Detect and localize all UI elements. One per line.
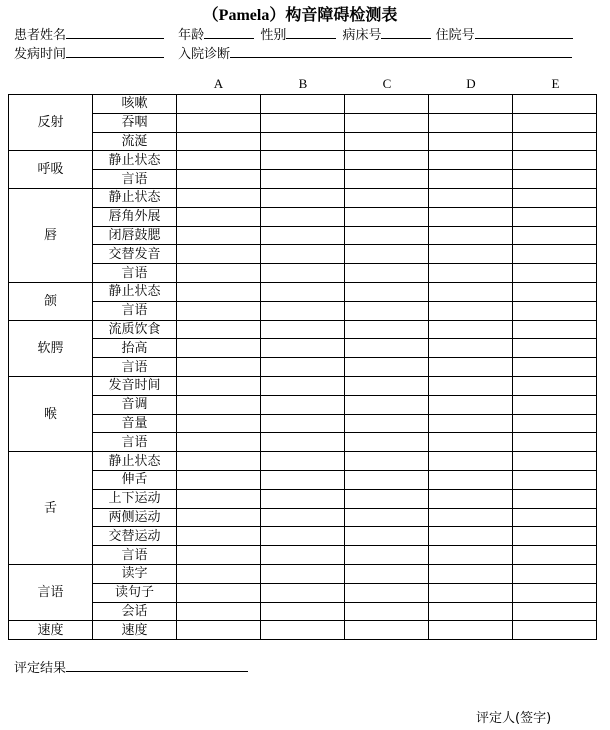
score-cell-c[interactable] — [345, 527, 429, 546]
score-cell-d[interactable] — [429, 621, 513, 640]
score-cell-c[interactable] — [345, 376, 429, 395]
item-cell: 言语 — [93, 433, 177, 452]
score-cell-b[interactable] — [261, 583, 345, 602]
item-cell: 言语 — [93, 170, 177, 189]
score-cell-c[interactable] — [345, 188, 429, 207]
bed-number-field[interactable] — [342, 24, 431, 43]
score-cell-e[interactable] — [513, 621, 597, 640]
table-row — [9, 621, 597, 640]
score-cell-d[interactable] — [429, 264, 513, 283]
assessment-table — [8, 94, 597, 640]
title-text: （Pamela）构音障碍检测表 — [202, 7, 398, 24]
assessor-signature: 评定人(签字) — [476, 711, 552, 726]
item-cell: 读句子 — [93, 583, 177, 602]
score-cell-d[interactable] — [429, 583, 513, 602]
score-cell-e[interactable] — [513, 489, 597, 508]
table-row — [9, 414, 597, 433]
score-cell-a[interactable] — [177, 170, 261, 189]
score-cell-d[interactable] — [429, 95, 513, 114]
table-row — [9, 264, 597, 283]
score-cell-d[interactable] — [429, 489, 513, 508]
score-cell-d[interactable] — [429, 151, 513, 170]
table-row — [9, 132, 597, 151]
score-cell-d[interactable] — [429, 546, 513, 565]
score-cell-d[interactable] — [429, 113, 513, 132]
score-cell-e[interactable] — [513, 395, 597, 414]
result-label: 评定结果 — [14, 661, 67, 676]
score-cell-a[interactable] — [177, 282, 261, 301]
score-cell-a[interactable] — [177, 414, 261, 433]
score-cell-d[interactable] — [429, 433, 513, 452]
score-cell-d[interactable] — [429, 320, 513, 339]
score-cell-d[interactable] — [429, 452, 513, 471]
category-cell: 舌 — [9, 452, 93, 565]
score-cell-d[interactable] — [429, 358, 513, 377]
score-cell-d[interactable] — [429, 470, 513, 489]
score-cell-d[interactable] — [429, 376, 513, 395]
score-cell-e[interactable] — [513, 151, 597, 170]
score-cell-c[interactable] — [345, 470, 429, 489]
score-cell-b[interactable] — [261, 452, 345, 471]
score-cell-e[interactable] — [513, 527, 597, 546]
score-cell-b[interactable] — [261, 564, 345, 583]
score-cell-e[interactable] — [513, 414, 597, 433]
score-cell-a[interactable] — [177, 452, 261, 471]
score-cell-a[interactable] — [177, 470, 261, 489]
score-cell-a[interactable] — [177, 320, 261, 339]
score-cell-b[interactable] — [261, 151, 345, 170]
table-row — [9, 452, 597, 471]
category-cell: 软腭 — [9, 320, 93, 376]
score-cell-c[interactable] — [345, 339, 429, 358]
score-cell-e[interactable] — [513, 113, 597, 132]
column-header-e: E — [551, 76, 560, 91]
score-cell-a[interactable] — [177, 583, 261, 602]
score-cell-a[interactable] — [177, 395, 261, 414]
score-cell-e[interactable] — [513, 508, 597, 527]
score-cell-b[interactable] — [261, 433, 345, 452]
admission-diagnosis-field[interactable] — [178, 43, 572, 62]
bed-number-blank[interactable] — [381, 26, 431, 39]
score-cell-a[interactable] — [177, 301, 261, 320]
score-cell-b[interactable] — [261, 527, 345, 546]
item-cell: 言语 — [93, 546, 177, 565]
score-cell-d[interactable] — [429, 508, 513, 527]
sex-blank[interactable] — [286, 26, 336, 39]
score-cell-c[interactable] — [345, 433, 429, 452]
score-cell-b[interactable] — [261, 245, 345, 264]
score-cell-d[interactable] — [429, 245, 513, 264]
item-cell: 速度 — [93, 621, 177, 640]
item-cell: 吞咽 — [93, 113, 177, 132]
score-cell-e[interactable] — [513, 583, 597, 602]
score-cell-b[interactable] — [261, 132, 345, 151]
patient-name-label: 患者姓名 — [14, 28, 67, 43]
age-blank[interactable] — [204, 26, 254, 39]
category-cell: 言语 — [9, 564, 93, 620]
score-cell-c[interactable] — [345, 452, 429, 471]
item-cell: 闭唇鼓腮 — [93, 226, 177, 245]
score-cell-c[interactable] — [345, 282, 429, 301]
score-cell-b[interactable] — [261, 188, 345, 207]
onset-time-blank[interactable] — [66, 45, 164, 58]
table-row — [9, 433, 597, 452]
score-cell-a[interactable] — [177, 245, 261, 264]
score-cell-e[interactable] — [513, 170, 597, 189]
score-cell-e[interactable] — [513, 282, 597, 301]
table-row — [9, 489, 597, 508]
score-cell-b[interactable] — [261, 320, 345, 339]
table-row — [9, 301, 597, 320]
item-cell: 抬高 — [93, 339, 177, 358]
score-cell-b[interactable] — [261, 170, 345, 189]
admission-number-label: 住院号 — [435, 28, 475, 43]
score-cell-c[interactable] — [345, 508, 429, 527]
score-cell-e[interactable] — [513, 132, 597, 151]
table-row — [9, 508, 597, 527]
score-cell-e[interactable] — [513, 564, 597, 583]
item-cell: 两侧运动 — [93, 508, 177, 527]
column-header-d: D — [466, 76, 476, 91]
table-row — [9, 320, 597, 339]
score-cell-c[interactable] — [345, 245, 429, 264]
table-row — [9, 546, 597, 565]
category-cell: 呼吸 — [9, 151, 93, 189]
score-cell-e[interactable] — [513, 358, 597, 377]
score-cell-d[interactable] — [429, 395, 513, 414]
score-cell-a[interactable] — [177, 376, 261, 395]
score-cell-b[interactable] — [261, 414, 345, 433]
category-cell: 反射 — [9, 95, 93, 151]
score-cell-c[interactable] — [345, 621, 429, 640]
item-cell: 静止状态 — [93, 452, 177, 471]
item-cell: 流涎 — [93, 132, 177, 151]
table-row — [9, 602, 597, 621]
item-cell: 静止状态 — [93, 282, 177, 301]
score-cell-a[interactable] — [177, 621, 261, 640]
item-cell: 音调 — [93, 395, 177, 414]
score-cell-e[interactable] — [513, 95, 597, 114]
table-row — [9, 583, 597, 602]
score-cell-e[interactable] — [513, 320, 597, 339]
score-cell-a[interactable] — [177, 527, 261, 546]
item-cell: 伸舌 — [93, 470, 177, 489]
score-cell-a[interactable] — [177, 433, 261, 452]
score-cell-a[interactable] — [177, 188, 261, 207]
item-cell: 交替运动 — [93, 527, 177, 546]
score-cell-b[interactable] — [261, 489, 345, 508]
bed-number-label: 病床号 — [342, 28, 382, 43]
score-cell-b[interactable] — [261, 546, 345, 565]
admission-number-field[interactable] — [436, 24, 573, 43]
table-row — [9, 527, 597, 546]
score-cell-d[interactable] — [429, 188, 513, 207]
score-cell-c[interactable] — [345, 414, 429, 433]
header-row-2 — [14, 43, 572, 62]
score-cell-b[interactable] — [261, 282, 345, 301]
score-cell-b[interactable] — [261, 376, 345, 395]
score-cell-a[interactable] — [177, 358, 261, 377]
category-cell: 唇 — [9, 188, 93, 282]
score-cell-b[interactable] — [261, 602, 345, 621]
score-cell-b[interactable] — [261, 95, 345, 114]
table-row — [9, 113, 597, 132]
item-cell: 静止状态 — [93, 188, 177, 207]
score-cell-b[interactable] — [261, 621, 345, 640]
item-cell: 言语 — [93, 264, 177, 283]
category-cell: 喉 — [9, 376, 93, 451]
table-row — [9, 564, 597, 583]
score-cell-a[interactable] — [177, 508, 261, 527]
table-row — [9, 226, 597, 245]
admission-diagnosis-blank[interactable] — [230, 45, 572, 58]
score-cell-e[interactable] — [513, 470, 597, 489]
score-cell-c[interactable] — [345, 170, 429, 189]
item-cell: 发音时间 — [93, 376, 177, 395]
score-cell-e[interactable] — [513, 602, 597, 621]
score-cell-c[interactable] — [345, 264, 429, 283]
score-cell-c[interactable] — [345, 113, 429, 132]
item-cell: 会话 — [93, 602, 177, 621]
sex-label: 性别 — [260, 28, 287, 43]
score-cell-e[interactable] — [513, 546, 597, 565]
patient-name-blank[interactable] — [66, 26, 164, 39]
column-header-c: C — [382, 76, 392, 91]
item-cell: 言语 — [93, 358, 177, 377]
score-cell-e[interactable] — [513, 188, 597, 207]
score-cell-d[interactable] — [429, 301, 513, 320]
score-cell-c[interactable] — [345, 546, 429, 565]
score-cell-a[interactable] — [177, 489, 261, 508]
score-cell-e[interactable] — [513, 452, 597, 471]
score-cell-c[interactable] — [345, 301, 429, 320]
score-cell-e[interactable] — [513, 226, 597, 245]
table-row — [9, 282, 597, 301]
item-cell: 言语 — [93, 301, 177, 320]
score-cell-b[interactable] — [261, 113, 345, 132]
score-cell-d[interactable] — [429, 414, 513, 433]
score-cell-c[interactable] — [345, 151, 429, 170]
age-label: 年龄 — [178, 28, 205, 43]
score-cell-d[interactable] — [429, 170, 513, 189]
score-cell-d[interactable] — [429, 527, 513, 546]
result-blank[interactable] — [66, 659, 248, 672]
score-cell-e[interactable] — [513, 376, 597, 395]
score-cell-d[interactable] — [429, 602, 513, 621]
score-cell-a[interactable] — [177, 564, 261, 583]
score-cell-a[interactable] — [177, 207, 261, 226]
score-cell-c[interactable] — [345, 320, 429, 339]
score-cell-b[interactable] — [261, 395, 345, 414]
item-cell: 上下运动 — [93, 489, 177, 508]
score-cell-c[interactable] — [345, 583, 429, 602]
score-cell-c[interactable] — [345, 489, 429, 508]
score-cell-d[interactable] — [429, 132, 513, 151]
score-cell-a[interactable] — [177, 226, 261, 245]
score-cell-a[interactable] — [177, 132, 261, 151]
patient-name-field[interactable] — [14, 24, 164, 43]
result-field[interactable] — [14, 657, 248, 676]
table-row — [9, 151, 597, 170]
table-row — [9, 207, 597, 226]
score-cell-e[interactable] — [513, 339, 597, 358]
category-cell: 速度 — [9, 621, 93, 640]
score-cell-d[interactable] — [429, 564, 513, 583]
score-cell-b[interactable] — [261, 508, 345, 527]
score-cell-b[interactable] — [261, 470, 345, 489]
table-row — [9, 95, 597, 114]
item-cell: 音量 — [93, 414, 177, 433]
score-cell-c[interactable] — [345, 564, 429, 583]
table-row — [9, 339, 597, 358]
score-cell-d[interactable] — [429, 339, 513, 358]
score-cell-c[interactable] — [345, 132, 429, 151]
category-cell: 颌 — [9, 282, 93, 320]
table-row — [9, 170, 597, 189]
table-row — [9, 376, 597, 395]
score-cell-a[interactable] — [177, 264, 261, 283]
table-row — [9, 245, 597, 264]
onset-time-field[interactable] — [14, 43, 164, 62]
column-header-b: B — [298, 76, 308, 91]
score-cell-a[interactable] — [177, 546, 261, 565]
onset-time-label: 发病时间 — [14, 47, 67, 62]
table-row — [9, 395, 597, 414]
score-cell-b[interactable] — [261, 264, 345, 283]
score-cell-c[interactable] — [345, 358, 429, 377]
item-cell: 唇角外展 — [93, 207, 177, 226]
score-cell-e[interactable] — [513, 245, 597, 264]
score-cell-e[interactable] — [513, 301, 597, 320]
age-field[interactable] — [178, 24, 254, 43]
score-cell-a[interactable] — [177, 339, 261, 358]
score-cell-c[interactable] — [345, 395, 429, 414]
item-cell: 静止状态 — [93, 151, 177, 170]
item-cell: 读字 — [93, 564, 177, 583]
table-row — [9, 358, 597, 377]
score-cell-a[interactable] — [177, 95, 261, 114]
score-cell-b[interactable] — [261, 226, 345, 245]
page-title — [0, 2, 610, 25]
score-cell-e[interactable] — [513, 207, 597, 226]
item-cell: 交替发音 — [93, 245, 177, 264]
score-cell-a[interactable] — [177, 602, 261, 621]
table-row — [9, 188, 597, 207]
score-cell-c[interactable] — [345, 226, 429, 245]
score-cell-c[interactable] — [345, 95, 429, 114]
score-cell-d[interactable] — [429, 282, 513, 301]
item-cell: 流质饮食 — [93, 320, 177, 339]
admission-number-blank[interactable] — [475, 26, 573, 39]
admission-diagnosis-label: 入院诊断 — [178, 47, 231, 62]
score-cell-b[interactable] — [261, 358, 345, 377]
table-row — [9, 470, 597, 489]
column-header-a: A — [213, 76, 224, 91]
score-cell-c[interactable] — [345, 602, 429, 621]
item-cell: 咳嗽 — [93, 95, 177, 114]
score-cell-b[interactable] — [261, 339, 345, 358]
sex-field[interactable] — [260, 24, 336, 43]
score-cell-d[interactable] — [429, 226, 513, 245]
score-cell-b[interactable] — [261, 301, 345, 320]
score-cell-e[interactable] — [513, 433, 597, 452]
score-cell-e[interactable] — [513, 264, 597, 283]
header-row-1 — [14, 24, 573, 43]
score-cell-a[interactable] — [177, 113, 261, 132]
score-cell-b[interactable] — [261, 207, 345, 226]
score-cell-d[interactable] — [429, 207, 513, 226]
score-cell-c[interactable] — [345, 207, 429, 226]
score-cell-a[interactable] — [177, 151, 261, 170]
